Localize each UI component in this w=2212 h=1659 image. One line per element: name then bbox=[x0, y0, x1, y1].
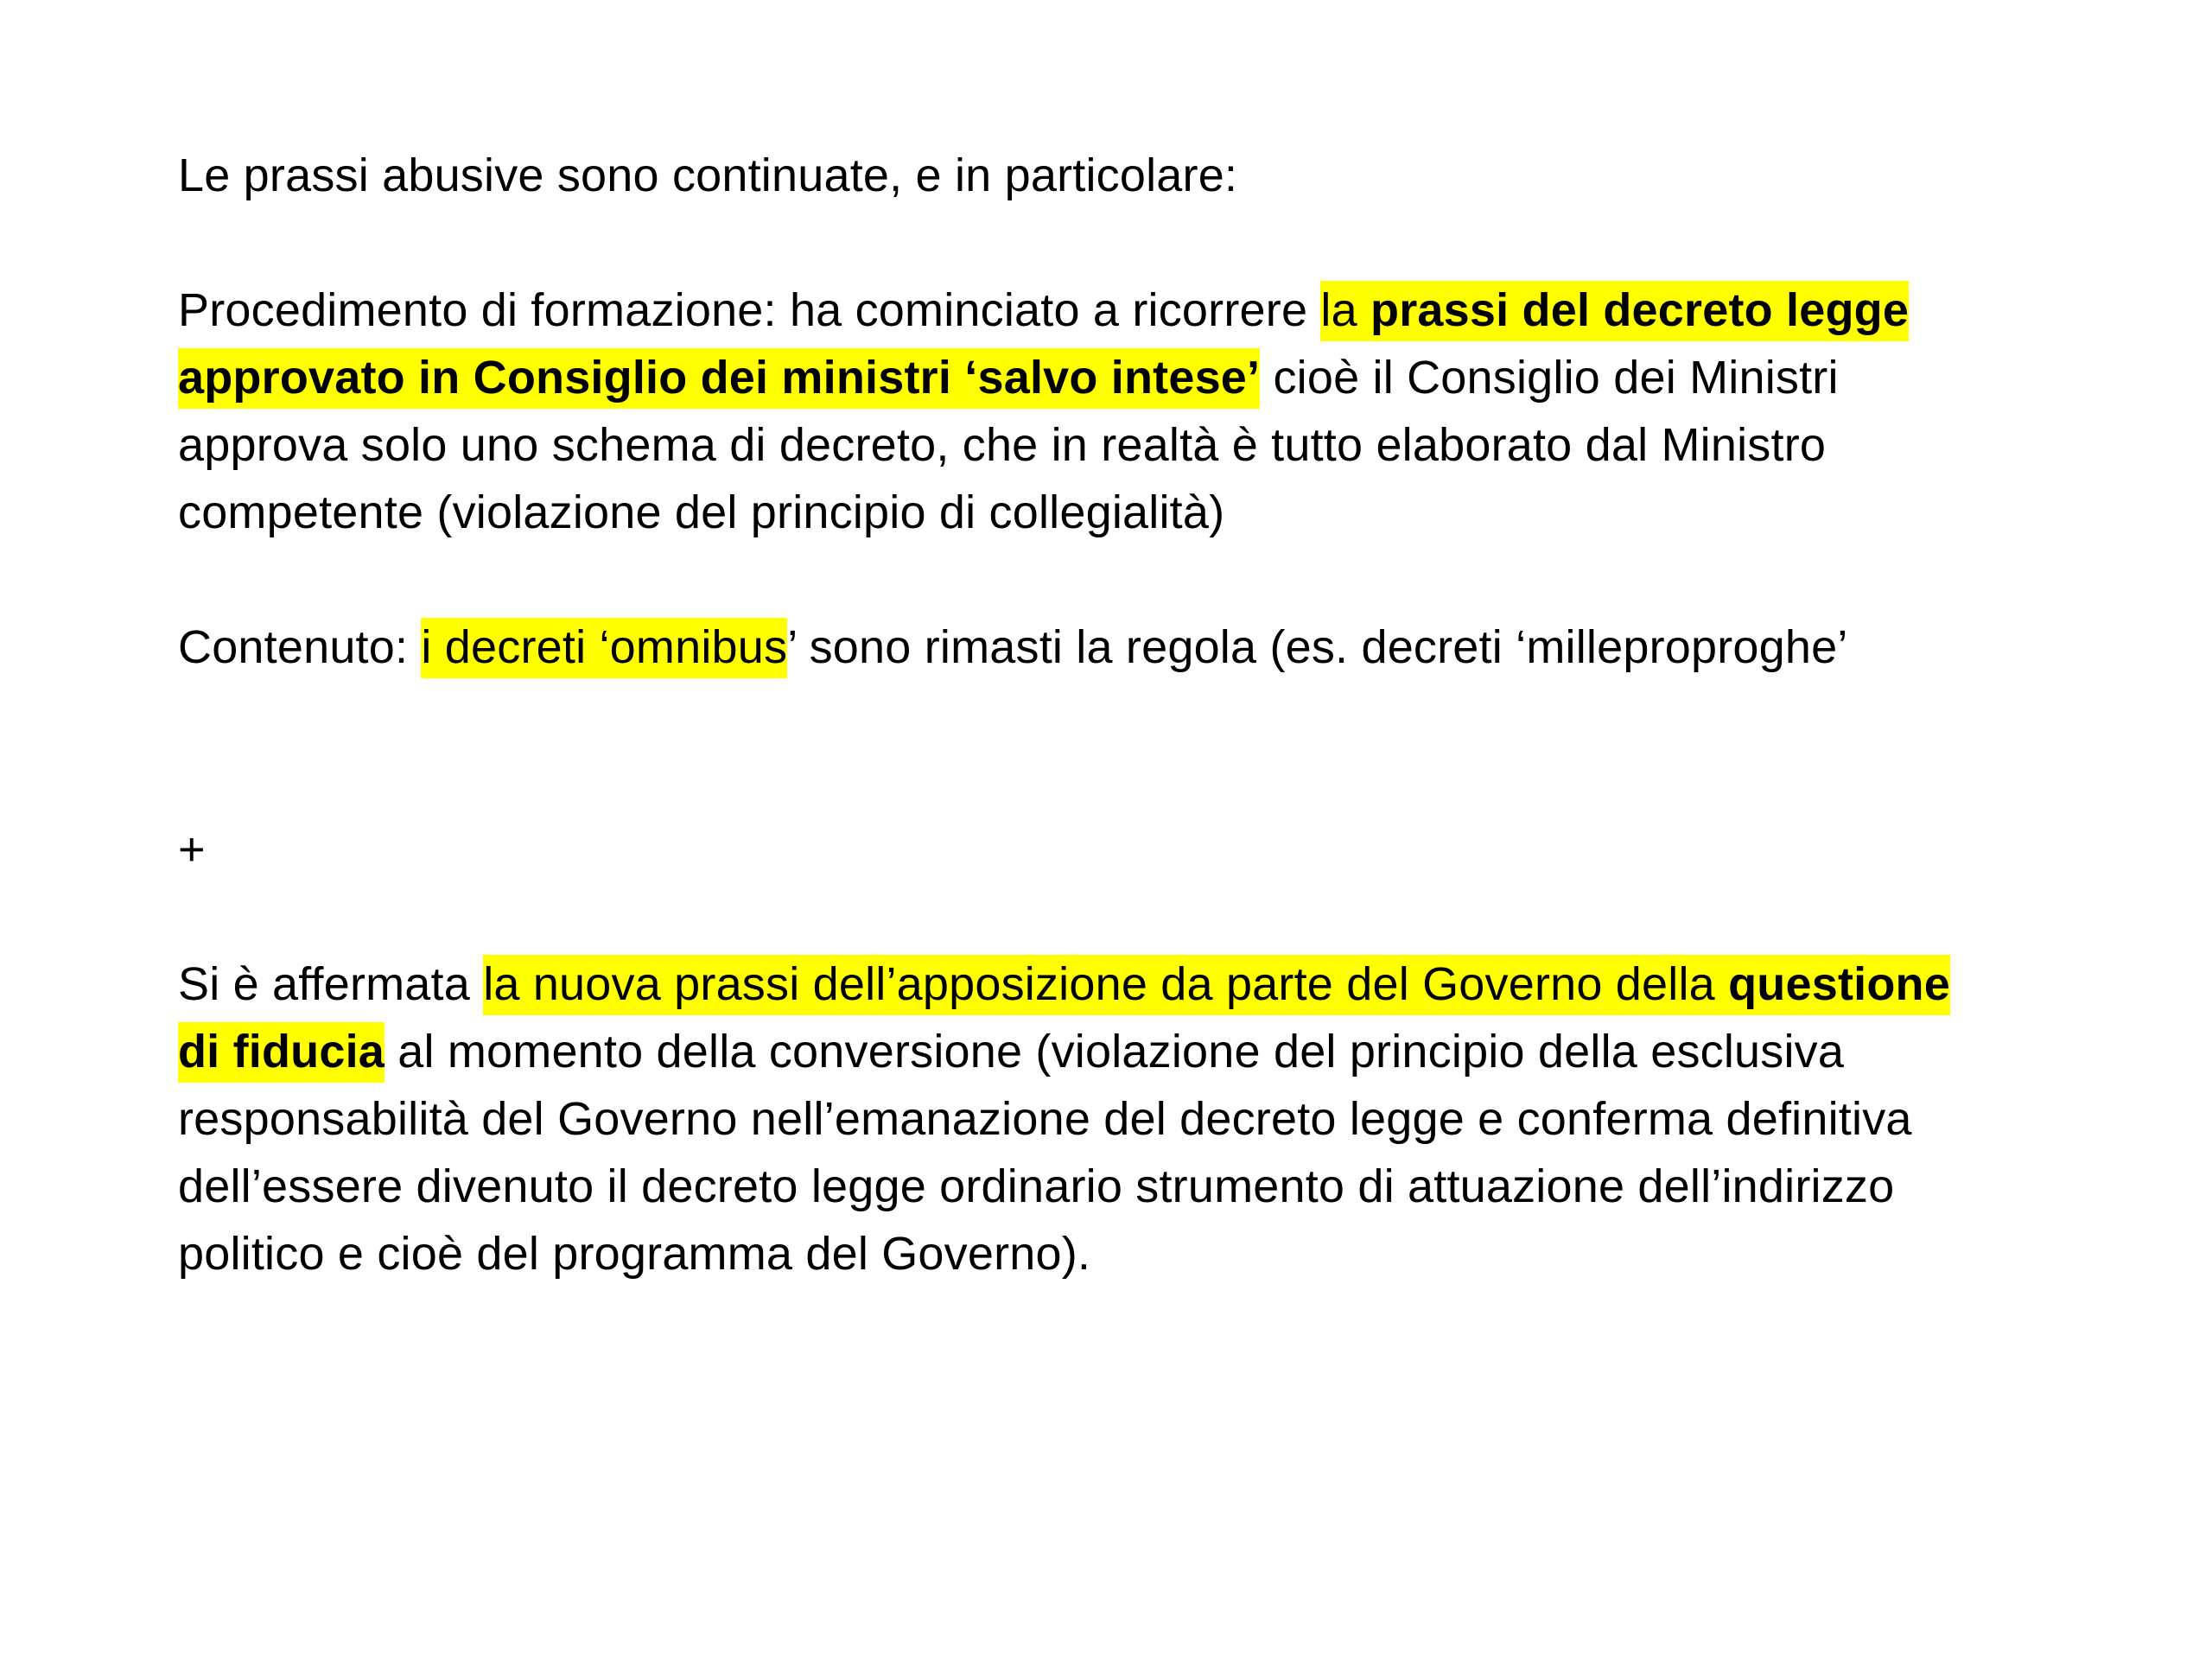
affermata-highlight: la nuova prassi dell’apposizione da parte del Governo della bbox=[483, 955, 1728, 1015]
procedimento-lead: Procedimento di formazione: ha cominciato a ricorrere bbox=[178, 284, 1321, 336]
affermata-paragraph bbox=[178, 950, 1958, 1287]
contenuto-highlight: i decreti ‘omnibus bbox=[421, 618, 787, 678]
paragraph-spacer bbox=[178, 681, 1958, 816]
paragraph-spacer bbox=[178, 883, 1958, 950]
affermata-highlight-bold: questione di fiducia bbox=[178, 955, 1950, 1083]
contenuto-paragraph bbox=[178, 613, 1958, 681]
slide-text-body bbox=[178, 142, 1958, 1287]
paragraph-spacer bbox=[178, 209, 1958, 276]
plus-paragraph bbox=[178, 816, 1958, 883]
plus-sign: + bbox=[178, 823, 206, 875]
intro-text: Le prassi abusive sono continuate, e in particolare: bbox=[178, 149, 1238, 201]
contenuto-rest: ’ sono rimasti la regola (es. decreti ‘milleproproghe’ bbox=[787, 621, 1848, 673]
intro-paragraph bbox=[178, 142, 1958, 209]
contenuto-lead: Contenuto: bbox=[178, 621, 422, 673]
procedimento-highlight-bold: prassi del decreto legge approvato in Consiglio dei ministri ‘salvo intese’ bbox=[178, 281, 1909, 409]
affermata-rest: al momento della conversione (violazione del principio della esclusiva responsabilità del Governo nell’emanazione del decreto legge e conferma definitiva dell’essere divenuto il decreto legge ordinario strumento di attuazione dell’indirizzo politico e cioè del programma del Governo). bbox=[178, 1026, 1912, 1280]
procedimento-paragraph bbox=[178, 276, 1958, 546]
affermata-lead: Si è affermata bbox=[178, 958, 484, 1010]
procedimento-highlight-la: la bbox=[1320, 281, 1370, 341]
procedimento-rest: cioè il Consiglio dei Ministri approva solo uno schema di decreto, che in realtà è tutto elaborato dal Ministro competente (violazione del principio di collegialità) bbox=[178, 352, 1839, 538]
paragraph-spacer bbox=[178, 546, 1958, 613]
